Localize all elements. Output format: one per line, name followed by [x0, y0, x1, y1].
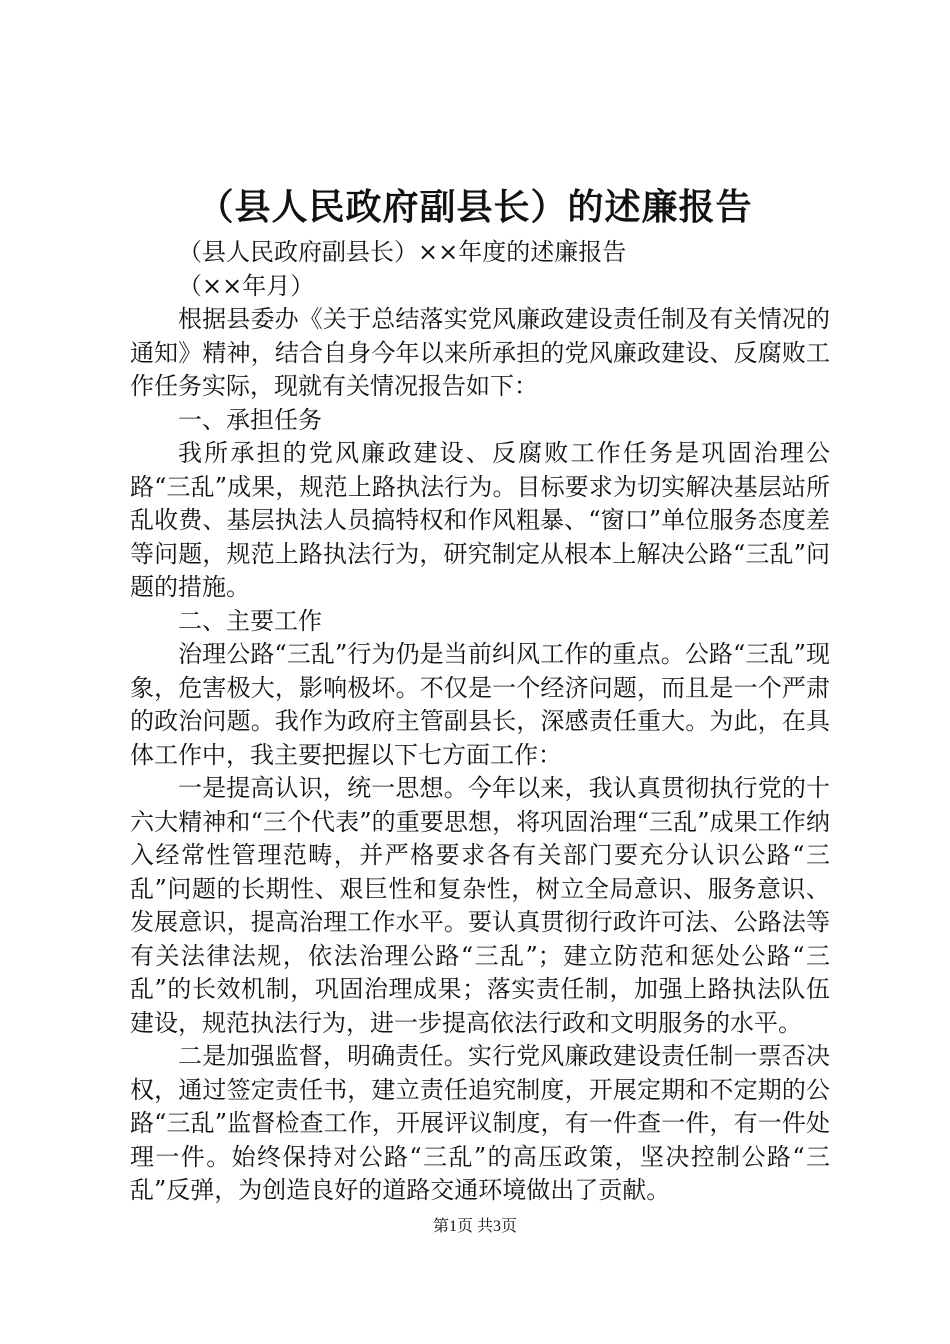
report-date: （××年月）	[178, 271, 315, 300]
work-item-one-paragraph: 一是提高认识，统一思想。今年以来，我认真贯彻执行党的十六大精神和“三个代表”的重要思想，将巩固治理“三乱”成果工作纳入经常性管理范畴，并严格要求各有关部门要充分认识公路“三乱”问题的长期性、艰巨性和复杂性，树立全局意识、服务意识、发展意识，提高治理工作水平。要认真贯彻行政许可法、公路法等有关法律法规，依法治理公路“三乱”；建立防范和惩处公路“三乱”的长效机制，巩固治理成果；落实责任制，加强上路执法队伍建设，规范执法行为，进一步提高依法行政和文明服务的水平。	[130, 774, 830, 1037]
document-body	[130, 236, 830, 1208]
page-number-footer: 第1页 共3页	[432, 1218, 517, 1235]
report-subtitle: （县人民政府副县长）××年度的述廉报告	[178, 238, 627, 266]
section-heading-work: 二、主要工作	[178, 606, 322, 635]
document-title: （县人民政府副县长）的述廉报告	[197, 186, 753, 228]
work-item-two-paragraph: 二是加强监督，明确责任。实行党风廉政建设责任制一票否决权，通过签定责任书，建立责任追究制度，开展定期和不定期的公路“三乱”监督检查工作，开展评议制度，有一件查一件，有一件处理一件。始终保持对公路“三乱”的高压政策，坚决控制公路“三乱”反弹，为创造良好的道路交通环境做出了贡献。	[130, 1042, 830, 1204]
section-heading-tasks: 一、承担任务	[178, 405, 322, 434]
work-intro-paragraph: 治理公路“三乱”行为仍是当前纠风工作的重点。公路“三乱”现象，危害极大，影响极坏。不仅是一个经济问题，而且是一个严肃的政治问题。我作为政府主管副县长，深感责任重大。为此，在具体工作中，我主要把握以下七方面工作：	[130, 640, 830, 769]
intro-paragraph: 根据县委办《关于总结落实党风廉政建设责任制及有关情况的通知》精神，结合自身今年以来所承担的党风廉政建设、反腐败工作任务实际，现就有关情况报告如下：	[130, 305, 830, 400]
tasks-paragraph: 我所承担的党风廉政建设、反腐败工作任务是巩固治理公路“三乱”成果，规范上路执法行为。目标要求为切实解决基层站所乱收费、基层执法人员搞特权和作风粗暴、“窗口”单位服务态度差等问题，规范上路执法行为，研究制定从根本上解决公路“三乱”问题的措施。	[130, 439, 830, 601]
